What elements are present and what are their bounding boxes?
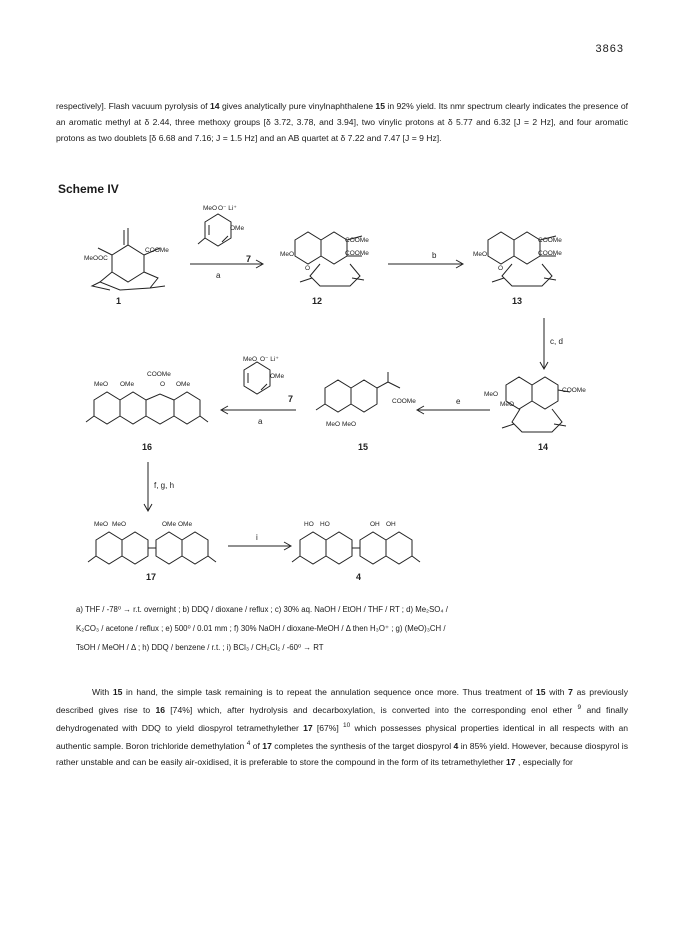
scheme-figure bbox=[0, 200, 680, 600]
scheme-title: Scheme IV bbox=[58, 182, 119, 196]
compound-ref: 14 bbox=[209, 101, 220, 111]
label-meo: MeO bbox=[280, 251, 295, 258]
arrow-label-cd: c, d bbox=[550, 337, 563, 346]
label-meooc: MeOOC bbox=[84, 255, 108, 262]
label-ome: OMe bbox=[162, 521, 177, 528]
footnote-line: TsOH / MeOH / Δ ; h) DDQ / benzene / r.t. ; i) BCl₃ / CH₂Cl₂ / -60⁰ → RT bbox=[76, 643, 324, 652]
label-meo: MeO bbox=[94, 521, 109, 528]
arrow-label-a: a bbox=[258, 417, 263, 426]
label-o-li: O⁻ Li⁺ bbox=[260, 356, 279, 363]
compound-ref: 17 bbox=[505, 756, 516, 767]
label-o: O bbox=[498, 265, 504, 272]
label-ome: OMe bbox=[176, 381, 191, 388]
compound-ref: 7 bbox=[568, 687, 573, 697]
label-coome: COOMe bbox=[345, 237, 369, 244]
label-meo: MeO bbox=[473, 251, 488, 258]
arrow-label-b: b bbox=[432, 251, 437, 260]
compound-ref: 17 bbox=[303, 722, 313, 733]
reference-superscript: 10 bbox=[343, 721, 351, 729]
compound-ref: 17 bbox=[262, 740, 272, 751]
label-o: O bbox=[305, 265, 311, 272]
compound-ref: 4 bbox=[453, 740, 459, 751]
label-coome: COOMe bbox=[345, 250, 369, 257]
intro-text-2: gives analytically pure vinylnaphthalene bbox=[221, 101, 373, 111]
label-coome: COOMe bbox=[147, 371, 171, 378]
label-ome: OMe bbox=[230, 225, 245, 232]
label-coome: COOMe bbox=[538, 250, 562, 257]
compound-16-structure bbox=[86, 392, 208, 424]
arrow-label-e: e bbox=[456, 397, 461, 406]
arrow-label-fgh: f, g, h bbox=[154, 481, 175, 490]
arrow-label-a: a bbox=[216, 271, 221, 280]
compound-number: 7 bbox=[246, 254, 252, 264]
arrow-label-i: i bbox=[256, 533, 258, 542]
page-number: 3863 bbox=[595, 43, 624, 55]
compound-number: 12 bbox=[312, 296, 323, 306]
compound-number: 4 bbox=[356, 572, 362, 582]
compound-ref: 15 bbox=[536, 687, 546, 697]
compound-number: 13 bbox=[512, 296, 523, 306]
label-coome: COOMe bbox=[392, 398, 416, 405]
compound-number: 15 bbox=[358, 442, 369, 452]
compound-number: 17 bbox=[146, 572, 157, 582]
label-coome: COOMe bbox=[145, 247, 169, 254]
label-oh: OH bbox=[370, 521, 380, 528]
intro-text-1: respectively]. Flash vacuum pyrolysis of bbox=[56, 101, 208, 111]
compound-ref: 15 bbox=[375, 101, 385, 111]
intro-paragraph bbox=[56, 98, 628, 146]
label-o-li: O⁻ Li⁺ bbox=[218, 205, 237, 212]
label-meo: MeO bbox=[94, 381, 109, 388]
reference-superscript: 4 bbox=[246, 739, 251, 747]
compound-4-structure bbox=[292, 532, 420, 564]
footnote-line: a) THF / -78⁰ → r.t. overnight ; b) DDQ / dioxane / reflux ; c) 30% aq. NaOH / EtOH / THF / RT ; d) Me₂SO₄ / bbox=[76, 605, 448, 614]
label-meo: MeO bbox=[342, 421, 357, 428]
reference-superscript: 9 bbox=[577, 704, 582, 711]
compound-7-structure bbox=[198, 214, 231, 246]
label-meo: MeO bbox=[203, 205, 218, 212]
label-ome: OMe bbox=[270, 373, 285, 380]
label-meo: MeO bbox=[500, 401, 515, 408]
compound-number: 1 bbox=[116, 296, 122, 306]
compound-number: 7 bbox=[288, 394, 294, 404]
compound-ref: 15 bbox=[112, 687, 123, 697]
intro-text-3: in 92% yield. Its nmr spectrum clearly indicates the presence of an aromatic methyl at δ 2.44, three methoxy groups [δ 3.72, 3.78, and 3.94], two vinylic protons at δ 5.77 and 6.32 [J = 2 Hz], and four aromatic protons as two doublets [δ 6.68 and 7.16; J = 1.5 Hz] and an AB quartet at δ 7.22 and 7.47 [J = 9 Hz]. bbox=[56, 101, 628, 143]
body-paragraph: With 15 in hand, the simple task remaining is to repeat the annulation sequence once more. Thus treatment of 15 with 7 as previously described gives rise to 16 [74%] which, after hydrolysis and decarboxylation, is converted into the corresponding enol ether $^9$ and finally dehydrogenated with DDQ to yield diospyrol tetramethylether 17 [67%] $^{10}$ which possesses physical properties identical in all respects with an authentic sample. Boron trichloride demethylation $^4$ of 17 completes the synthesis of the target diospyrol 4 in 85% yield. However, because diospyrol is rather unstable and can be easily air-oxidised, it is preferable to store the compound in the form of its tetramethylether 17 , especially for bbox=[56, 687, 629, 767]
compound-number: 14 bbox=[538, 442, 549, 452]
label-ho: HO bbox=[320, 521, 330, 528]
label-meo: MeO bbox=[243, 356, 258, 363]
label-oh: OH bbox=[386, 521, 396, 528]
compound-17-structure bbox=[88, 532, 216, 564]
compound-15-structure bbox=[316, 372, 400, 412]
footnote-line: K₂CO₃ / acetone / reflux ; e) 500⁰ / 0.01 mm ; f) 30% NaOH / dioxane-MeOH / Δ then H₃O⁺ ; g) (MeO)₃CH / bbox=[76, 624, 446, 633]
label-coome: COOMe bbox=[562, 387, 586, 394]
label-meo: MeO bbox=[326, 421, 341, 428]
label-coome: COOMe bbox=[538, 237, 562, 244]
compound-number: 16 bbox=[142, 442, 153, 452]
compound-7b-structure bbox=[244, 362, 270, 394]
label-ome: OMe bbox=[120, 381, 135, 388]
label-ome: OMe bbox=[178, 521, 193, 528]
label-meo: MeO bbox=[112, 521, 127, 528]
scheme-footnotes bbox=[76, 600, 636, 657]
label-ho: HO bbox=[304, 521, 314, 528]
label-o: O bbox=[160, 381, 166, 388]
label-meo: MeO bbox=[484, 391, 499, 398]
compound-ref: 16 bbox=[155, 704, 165, 715]
